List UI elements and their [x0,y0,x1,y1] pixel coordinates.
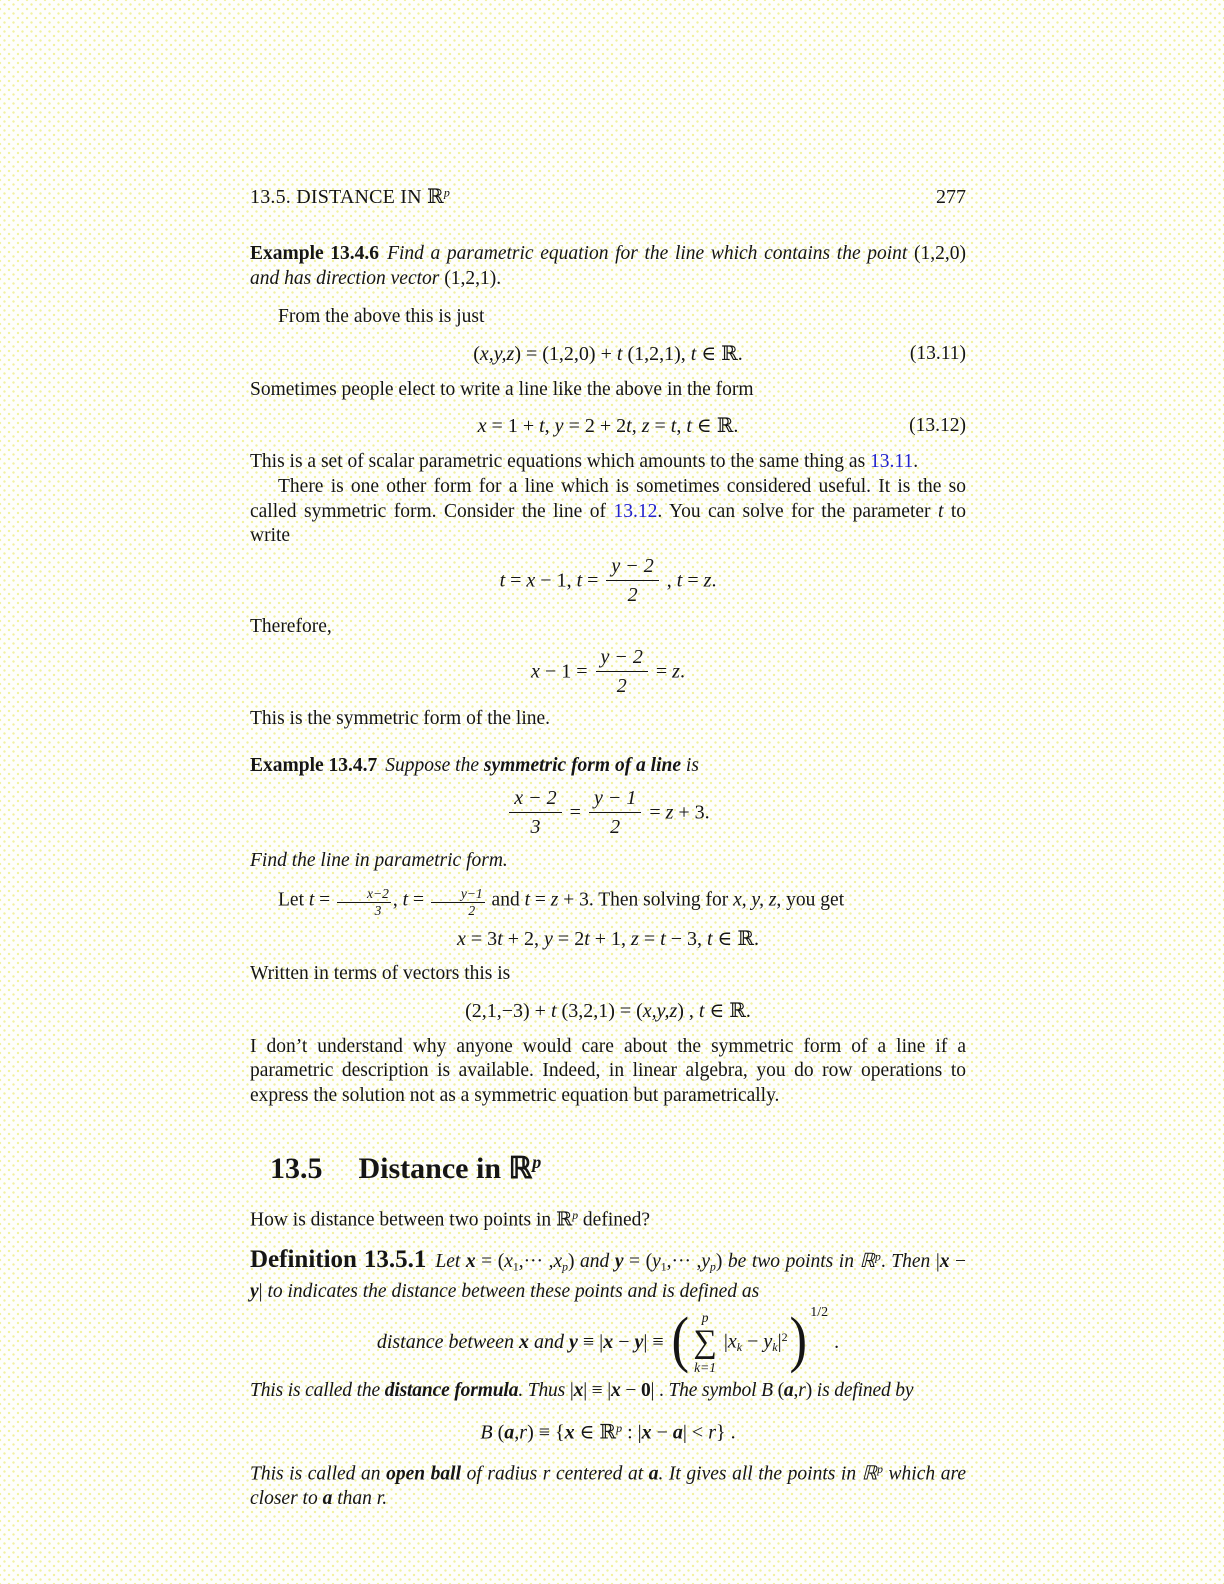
text-run: Then [891,1250,936,1272]
text-run: r [708,1421,716,1444]
fraction [337,887,391,917]
text-run: , [661,569,677,592]
text-run: x [504,1250,513,1272]
fraction-denominator: 3 [374,902,382,918]
text-run: Let [435,1250,466,1272]
example-statement [385,755,699,776]
text-run: + 3. [673,801,710,824]
text-run: which are closer to [250,1463,966,1509]
text-run: (2,1,−3) + [465,999,551,1022]
text-run: z [672,660,680,683]
text-run: , [793,1379,799,1401]
text-run: z [550,889,559,911]
text-run: than [332,1487,377,1509]
text-run: and [580,1250,615,1272]
text-run: Let [278,889,309,911]
text-run: ,··· , [518,1250,554,1272]
text-run: , [544,415,555,438]
text-run: (1,2,1). [444,267,502,289]
fraction [589,786,641,838]
fraction-numerator: y − 1 [589,786,641,813]
text-run: r [798,1379,806,1401]
text-run: . You can solve for the parameter [657,500,938,522]
equation-symmetric-display [250,788,966,840]
text-run: y [763,1330,773,1353]
fraction-denominator: 2 [616,675,627,698]
text-run: How is distance between two points in ℝ [250,1208,573,1230]
fraction-denominator: 2 [627,583,638,606]
text-run: = [644,801,666,824]
text-run: defined? [578,1208,651,1230]
summation-upper-limit: p [701,1309,709,1325]
text-run: p [443,185,451,200]
text-run: , [676,415,687,438]
equation-13-11 [250,341,966,367]
text-run: = 3 [465,928,498,951]
text-run: a [322,1487,333,1509]
text-run: t [499,569,506,592]
equation-open-ball [250,1415,966,1446]
text-run: There is one other form for a line which is sometimes considered useful. It is the so called symmetric form. Consider the line of [250,475,966,522]
text-run: x [564,1421,575,1444]
text-run: is defined by [816,1379,914,1401]
text-run: t [706,928,713,951]
text-run: ∈ ℝ. [704,999,751,1022]
text-run: Distance in ℝ [358,1151,533,1185]
text-run: − [651,1421,673,1444]
text-run: , [631,415,642,438]
text-run: − 1 = [539,660,593,683]
paragraph-open-ball [250,1458,966,1512]
text-run: x [611,1379,621,1401]
equation-vector-form [250,998,966,1024]
text-run: x [526,569,536,592]
text-run: and [486,889,525,911]
exponent-one-half: 1/2 [810,1304,829,1320]
text-run: t [550,999,557,1022]
text-run: = [564,801,586,824]
paragraph-written-vectors: Written in terms of vectors this is [250,963,511,985]
equation-13-12 [250,413,966,439]
text-run: x [727,1330,737,1353]
fraction-denominator: 3 [530,815,541,838]
text-run: = ( [475,1250,505,1272]
example-13-4-6 [250,242,966,291]
text-run: This is called an [250,1463,387,1485]
text-run: B [761,1379,773,1401]
crossref-link[interactable]: 13.11 [870,451,914,473]
text-run: = ( [623,1250,653,1272]
text-run: y [554,415,564,438]
text-run: of radius [461,1463,543,1485]
text-run: distance between [376,1331,520,1354]
text-run: , [392,889,403,911]
paragraph-from-above: From the above this is just [278,306,485,328]
fraction [431,887,485,917]
text-run: = [530,889,551,911]
section-heading [250,1151,966,1186]
text-run: | [935,1250,940,1272]
fraction-numerator: y−1 [431,887,485,903]
text-run: z [665,801,674,824]
text-run: and [529,1331,570,1354]
text-run: ) [805,1379,817,1401]
text-run: ∈ ℝ. [696,342,743,365]
text-run: ) [715,1250,728,1272]
text-run: 1 [512,1260,519,1274]
text-run: ( [772,1379,784,1401]
definition-label: Definition 13.5.1 [250,1245,427,1273]
text-run: − 3, [665,928,707,951]
text-run: = [408,889,429,911]
text-run: t [676,569,683,592]
text-run: r [519,1421,528,1444]
text-run: y [652,1250,661,1272]
equation-parametric [250,926,966,952]
formula-period: . [834,1331,840,1354]
text-run: , [514,1421,520,1444]
text-run: centered at [550,1463,649,1485]
text-run: 2 [781,1330,788,1345]
text-run: x [939,1250,950,1272]
text-run: a [648,1463,659,1485]
text-run: Find a parametric equation for the line which contains the point [387,243,914,264]
text-run: . [382,1487,388,1509]
sigma-icon: ∑ [693,1324,717,1361]
text-run: t [497,928,503,951]
paragraph-sometimes: Sometimes people elect to write a line like the above in the form [250,378,754,400]
equation-body [478,415,739,437]
paragraph-how-is-distance [250,1204,966,1233]
text-run: = [582,569,604,592]
text-run: ) , [677,999,699,1022]
text-run: y [614,1250,624,1272]
text-run: | [569,1379,574,1401]
text-run: ∈ ℝ. [712,928,759,951]
text-run: ( [473,342,480,365]
fraction-numerator: x − 2 [509,786,561,813]
paragraph-other-form [250,475,966,549]
text-run: + 3. Then solving for [558,889,734,911]
fraction [596,645,648,697]
text-run: symmetric form of a line [483,754,682,776]
section-title [359,1151,542,1186]
text-run: x, y, z [733,889,777,911]
text-run: a [504,1421,515,1444]
text-run: = 2 [552,928,585,951]
text-run: . [679,660,685,683]
fraction-numerator: y − 2 [606,554,658,581]
text-run: + 1, [589,928,632,951]
text-run: 1 [660,1260,667,1274]
text-run: t [308,889,315,911]
text-run: p [562,1260,568,1274]
text-run: t [686,415,692,438]
paragraph-let-t [250,886,966,916]
crossref-link[interactable]: 13.12 [613,500,658,522]
equation-solve-for-t [250,556,966,608]
paragraph-scalar-equations [250,450,966,475]
fraction-denominator: 2 [468,902,476,918]
paragraph-dont-understand: I don’t understand why anyone would care about the symmetric form of a line if a parametric description is available. Indeed, in linear algebra, you do row operations to express the solution not as a symmetric equation but parametrically. [250,1035,966,1106]
text-run: = [638,928,661,951]
text-run: distance formula [384,1379,519,1401]
text-run: − [949,1250,967,1272]
text-run: t [616,342,623,365]
text-run: be two points in ℝ [727,1250,875,1272]
text-run: t [402,889,409,911]
text-run: : | [622,1421,642,1444]
example-label: Example 13.4.7 [250,754,378,776]
text-run: t [539,415,545,438]
text-run: t [690,342,697,365]
text-run: y [701,1250,711,1272]
text-run: k [736,1340,743,1355]
text-run: ) = (1,2,0) + [514,342,617,365]
text-run: t [698,999,705,1022]
fraction-numerator: x−2 [337,887,391,903]
text-run: t [524,889,530,911]
text-run: − [742,1330,764,1353]
section-running-title [250,184,450,209]
text-run: ∈ ℝ. [691,415,739,438]
text-run: ) ≡ { [527,1421,565,1444]
text-run: x [531,660,540,683]
text-run: . [711,569,717,592]
text-run: | [723,1330,728,1353]
text-run: p [572,1208,579,1222]
text-run: + 2, [502,928,545,951]
text-run: Suppose the [385,754,484,776]
text-run: r [542,1463,551,1485]
text-run: x [641,1421,652,1444]
text-run: ( [492,1421,505,1444]
equation-number: (13.11) [909,342,966,364]
text-run: t [670,415,677,438]
text-run: x,y,z [642,999,678,1022]
text-run: − [620,1379,641,1401]
text-run: open ball [386,1463,462,1485]
text-run: p [710,1260,716,1274]
text-run: ) [567,1250,581,1272]
equation-number: (13.12) [909,415,966,437]
text-run: t [937,500,944,522]
text-run: x [519,1331,530,1354]
text-run: k [772,1340,778,1355]
text-run: t [626,415,632,438]
text-run: t [584,928,590,951]
summation-term [724,1330,788,1355]
text-run: t [576,569,583,592]
text-run: This is a set of scalar parametric equations which amounts to the same thing as [250,451,871,473]
text-run: − 1, [535,569,577,592]
text-run: and has direction vector [250,267,445,289]
text-run: (3,2,1) = ( [556,999,643,1022]
page-number: 277 [936,186,966,208]
text-run: x [573,1379,584,1401]
distance-formula-label [377,1331,664,1354]
running-header [250,0,966,209]
text-run: | [777,1330,782,1353]
text-run: 13.5. DISTANCE IN ℝ [250,186,444,208]
text-run: = [649,415,671,438]
text-run: 0 [640,1379,651,1401]
text-run: } . [716,1421,736,1444]
fraction-numerator: y − 2 [596,645,648,672]
fraction [606,554,658,606]
definition-13-5-1 [250,1246,966,1305]
text-run: This is called the [250,1379,385,1401]
text-run: = [505,569,527,592]
text-run: x [477,415,487,438]
text-run: = [650,660,673,683]
text-run: x [553,1250,563,1272]
text-run: y [634,1331,644,1354]
text-run: p [532,1151,542,1172]
text-run: x [465,1250,476,1272]
text-run: to indicates the distance between these points and is defined as [267,1281,760,1303]
text-run: | . [650,1379,669,1401]
text-run: a [783,1379,794,1401]
page-content [250,0,966,1511]
text-run: . Thus [518,1379,570,1401]
paragraph-distance-formula [250,1379,966,1404]
text-run: . [880,1250,892,1272]
text-run: The symbol [668,1379,762,1401]
text-run: z [641,415,650,438]
text-run: is [681,754,699,776]
example-label: Example 13.4.6 [250,243,380,264]
text-run: ≡ | [577,1331,604,1354]
text-run: x [457,928,466,951]
text-run: = 1 + [486,415,540,438]
text-run: = 2 + 2 [563,415,627,438]
paragraph-find-line [250,849,966,874]
text-run: = [682,569,704,592]
text-run: | ≡ | [583,1379,612,1401]
left-paren: ( [671,1306,689,1375]
equation-symmetric-form [250,647,966,699]
text-run: (1,2,1), [622,342,691,365]
text-run: z [703,569,712,592]
summation-symbol [693,1311,717,1375]
text-run: p [616,1421,623,1436]
equation-body [473,343,743,365]
fraction [509,786,561,838]
text-run: a [672,1421,683,1444]
summation-lower-limit: k=1 [694,1360,717,1376]
paragraph-therefore: Therefore, [250,615,332,637]
text-run: | [258,1281,268,1303]
text-run: = [314,889,336,911]
example-13-4-7 [250,754,966,779]
text-run: (1,2,0) [913,243,966,264]
text-run: y [569,1331,578,1354]
text-run: ∈ ℝ [574,1421,617,1444]
text-run: t [660,928,666,951]
distance-formula-display [250,1304,966,1376]
text-run: to write [250,500,966,547]
text-run: ,··· , [666,1250,702,1272]
text-run: y [544,928,553,951]
text-run: B [480,1421,493,1444]
text-run: − [613,1331,635,1354]
text-run: z [631,928,639,951]
text-run: . [913,451,919,473]
text-run: . It gives all the points in ℝ [658,1463,878,1485]
fraction-denominator: 2 [610,815,621,838]
text-run: y [250,1281,259,1303]
text-run: Find the line in parametric form. [250,849,508,871]
text-run: x,y,z [479,342,515,365]
text-run: , you get [776,889,845,911]
right-paren: ) [789,1306,807,1375]
text-run: r [376,1487,383,1509]
text-run: p [874,1250,881,1264]
paragraph-this-is-symmetric: This is the symmetric form of the line. [250,708,551,730]
section-number: 13.5 [270,1151,323,1185]
text-run: p [877,1462,883,1476]
text-run: | < [682,1421,709,1444]
text-run: | ≡ [643,1331,664,1354]
text-run: x [603,1331,614,1354]
